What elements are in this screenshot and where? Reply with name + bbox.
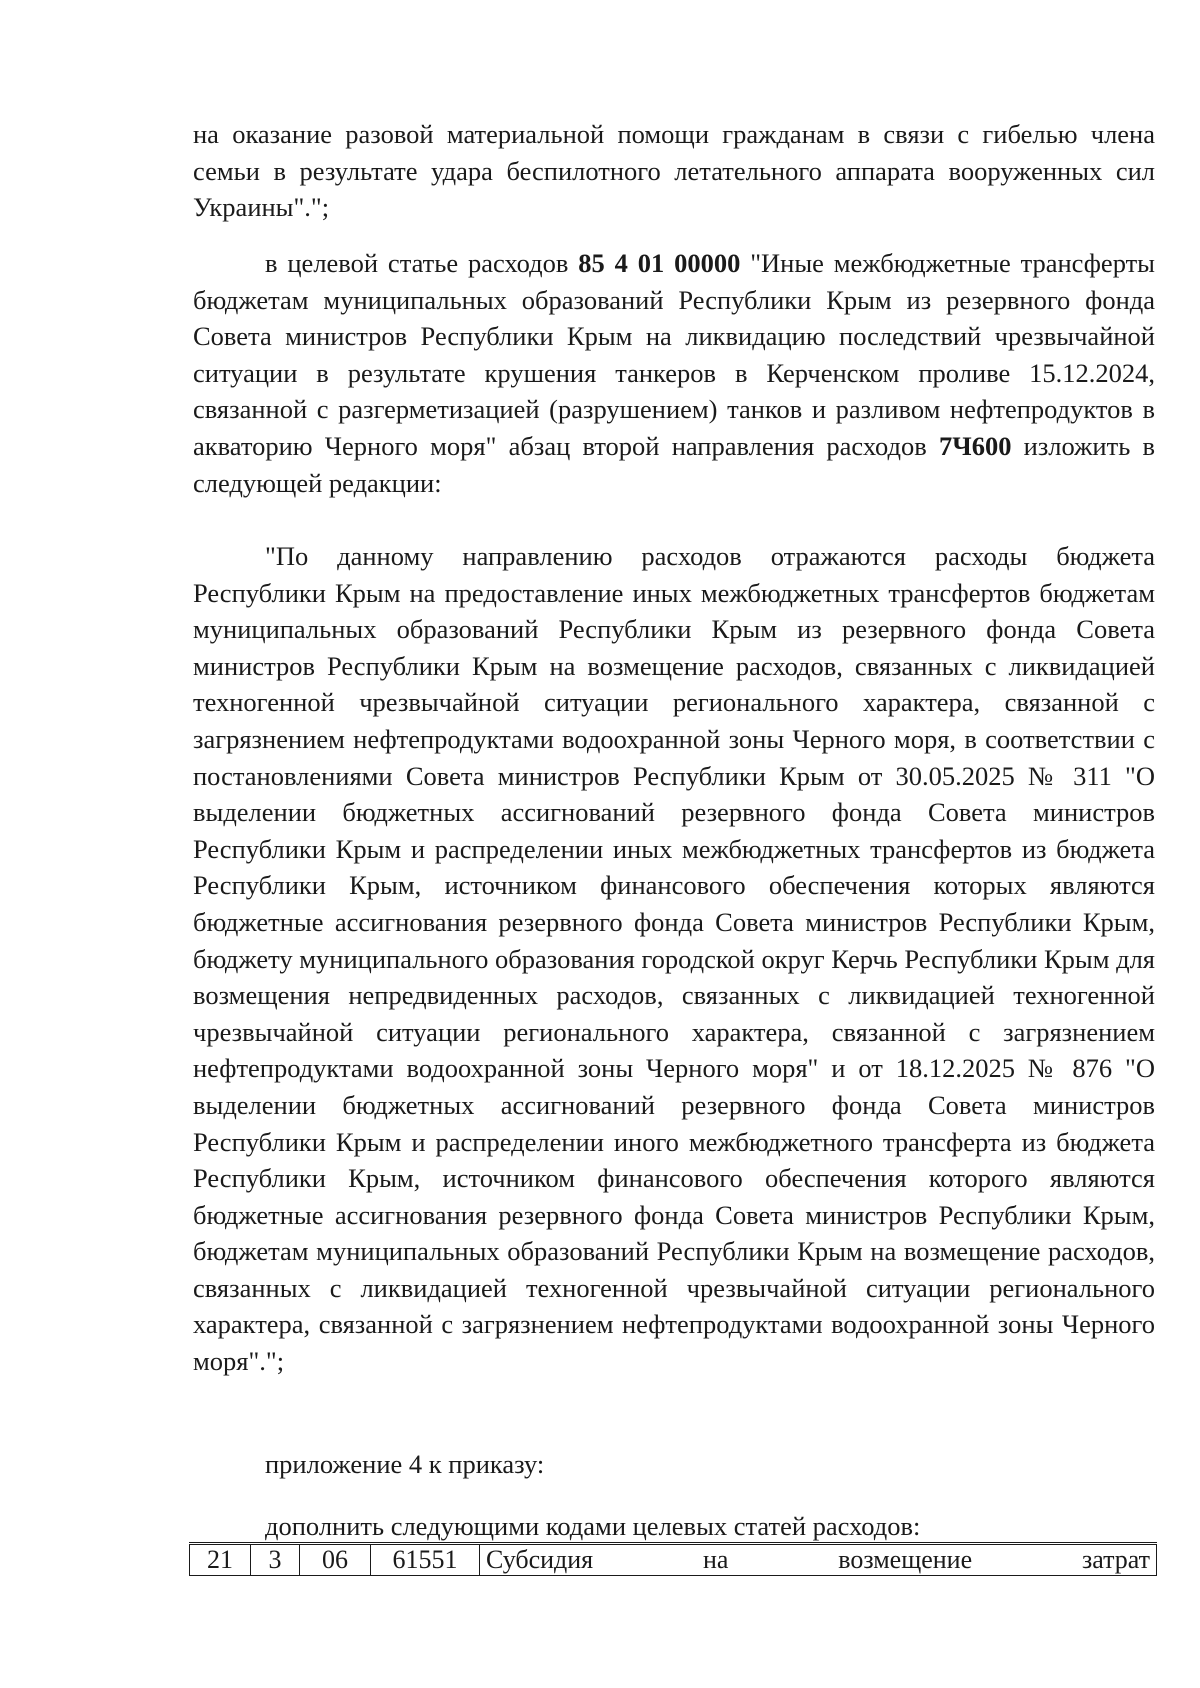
appendix-note: приложение 4 к приказу: bbox=[265, 1449, 545, 1479]
code-program: 21 bbox=[190, 1545, 251, 1576]
paragraph-2-suffix: изложить в следующей редакции: bbox=[193, 430, 1155, 498]
code-subprogram: 3 bbox=[251, 1545, 300, 1576]
paragraph-2-prefix: в целевой статье расходов bbox=[265, 248, 579, 278]
code-event: 06 bbox=[300, 1545, 371, 1576]
target-article-code: 85 4 01 00000 bbox=[578, 248, 741, 278]
paragraph-2-middle: "Иные межбюджетные трансферты бюджетам муниципальных образований Республики Крым из резервного фонда Совета министров Республики Крым на ликвидацию последствий чрезвычайной ситуации в результате крушения танкеров в Керченском проливе 15.12.2024, связанной с разгерметизацией (разрушением) танков и разливом нефтепродуктов в акваторию Черного моря" абзац второй направления расходов bbox=[193, 248, 1155, 461]
code-direction: 61551 bbox=[371, 1545, 480, 1576]
paragraph-3: "По данному направлению расходов отражаются расходы бюджета Республики Крым на предоставление иных межбюджетных трансфертов бюджетам муниципальных образований Республики Крым из резервного фонда Совета министров Республики Крым на возмещение расходов, связанных с ликвидацией техногенной чрезвычайной ситуации регионального характера, связанной с загрязнением нефтепродуктами водоохранной зоны Черного моря, в соответствии с постановлениями Совета министров Республики Крым от 30.05.2025 № 311 "О выделении бюджетных ассигнований резервного фонда Совета министров Республики Крым и распределении иных межбюджетных трансфертов из бюджета Республики Крым, источником финансового обеспечения которых являются бюджетные ассигнования резервного фонда Совета министров Республики Крым, бюджету муниципального образования городской округ Керчь Республики Крым для возмещения непредвиденных расходов, связанных с ликвидацией техногенной чрезвычайной ситуации регионального характера, связанной с загрязнением нефтепродуктами водоохранной зоны Черного моря" и от 18.12.2025 № 876 "О выделении бюджетных ассигнований резервного фонда Совета министров Республики Крым и распределении иного межбюджетного трансферта из бюджета Республики Крым, источником финансового обеспечения которого являются бюджетные ассигнования резервного фонда Совета министров Республики Крым, бюджетам муниципальных образований Республики Крым на возмещение расходов, связанных с ликвидацией техногенной чрезвычайной ситуации регионального характера, связанной с загрязнением нефтепродуктами водоохранной зоны Черного моря"."; bbox=[193, 541, 1155, 1377]
codes-table bbox=[189, 1544, 1157, 1576]
table-row bbox=[190, 1545, 1157, 1576]
code-description: Субсидия на возмещение затрат bbox=[480, 1545, 1157, 1576]
paragraph-1: на оказание разовой материальной помощи гражданам в связи с гибелью члена семьи в результате удара беспилотного летательного аппарата вооруженных сил Украины"."; bbox=[193, 119, 1155, 223]
table-top-border bbox=[189, 1542, 1157, 1543]
paragraph-2 bbox=[193, 245, 1155, 501]
expense-direction-code: 7Ч600 bbox=[939, 430, 1012, 461]
supplement-note: дополнить следующими кодами целевых статей расходов: bbox=[265, 1511, 921, 1541]
